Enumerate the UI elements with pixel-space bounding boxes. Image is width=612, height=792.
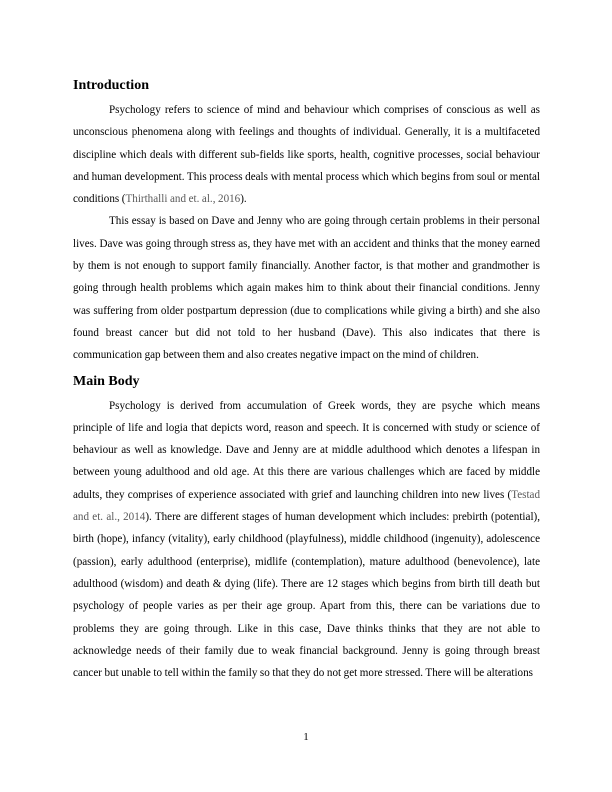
introduction-paragraph-1-text: Psychology refers to science of mind and behaviour which comprises of conscious as well as unconscious phenomena along with feelings and thoughts of individual. Generally, it is a multifaceted discipline which deals with different sub-fields like sports, health, cognitive processes, social behaviour and human development. This process deals with mental process which which begins from soul or mental conditions (	[73, 104, 540, 206]
citation-thirthalli: Thirthalli and et. al., 2016	[125, 193, 241, 206]
main-body-paragraph-1-rest: ). There are different stages of human development which includes: prebirth (potential), birth (hope), infancy (vitality), early childhood (playfulness), middle childhood (ingenuity), adolescence (passion), early adulthood (enterprise), midlife (contemplation), mature adulthood (benevolence), late adulthood (wisdom) and death & dying (life). There are 12 stages which begins from birth till death but psychology of people varies as per their age group. Apart from this, there can be variations due to problems they are going through. Like in this case, Dave thinks thinks that they are not able to acknowledge needs of their family due to weak financial background. Jenny is going through breast cancer but unable to tell within the family so that they do not get more stressed. There will be alterations	[73, 511, 540, 680]
page-content	[73, 77, 540, 684]
citation-testad: Testad and et. al., 2014	[73, 488, 540, 524]
introduction-paragraph-1-end: ).	[240, 193, 247, 206]
introduction-paragraph-1	[73, 99, 540, 210]
introduction-heading: Introduction	[73, 78, 149, 93]
main-body-heading: Main Body	[73, 373, 140, 389]
main-body-paragraph-1-text: Psychology is derived from accumulation of Greek words, they are psyche which means principle of life and logia that depicts word, reason and speech. It is concerned with study or science of behaviour as well as knowledge. Dave and Jenny are at middle adulthood which denotes a lifespan in between young adulthood and old age. At this there are various challenges which are faced by middle adults, they comprises of experience associated with grief and launching children into new lives (	[73, 399, 540, 501]
page-number: 1	[303, 731, 309, 743]
main-body-paragraph-1	[73, 395, 540, 685]
introduction-paragraph-2: This essay is based on Dave and Jenny who are going through certain problems in their personal lives. Dave was going through stress as, they have met with an accident and thinks that the money earned by them is not enough to support family financially. Another factor, is that mother and grandmother is going through health problems which again makes him to think about their financial conditions. Jenny was suffering from older postpartum depression (due to complications while giving a birth) and she also found breast cancer but did not told to her husband (Dave). This also indicates that there is communication gap between them and also creates negative impact on the mind of children.	[73, 215, 540, 362]
